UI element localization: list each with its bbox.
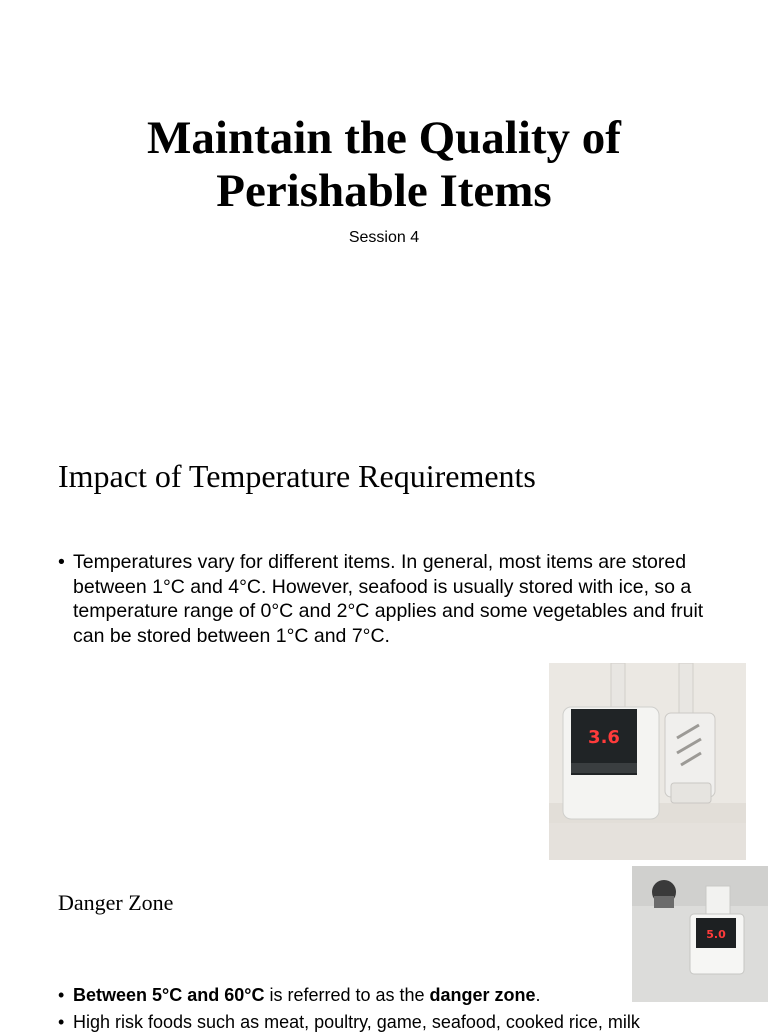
thermostat-display-value: 3.6 (588, 727, 620, 748)
temperature-bullet-text: Temperatures vary for different items. In general, most items are stored between 1°C and 4°C. However, seafood is usually stored with ice, so a temperature range of 0°C and 2°C applies and some vegetables and fruit can be stored between 1°C and 7°C. (73, 551, 704, 647)
bullet-icon: • (58, 1012, 65, 1032)
door-display-value: 5.0 (706, 928, 726, 941)
list-item (58, 1009, 718, 1036)
title-line-1: Maintain the Quality of (147, 112, 621, 164)
danger-bullet-1 (73, 982, 541, 1009)
cold-room-controller-photo (632, 866, 768, 1002)
danger-bullet-list (58, 982, 718, 1036)
danger-connector-text: is referred to as the (264, 985, 430, 1005)
title-line-2: Perishable Items (216, 165, 552, 217)
page-title (0, 112, 768, 218)
list-item (58, 982, 718, 1009)
danger-range-text: Between 5°C and 60°C (73, 985, 265, 1005)
danger-bullet-2: High risk foods such as meat, poultry, game, seafood, cooked rice, milk (73, 1012, 640, 1032)
temperature-heading: Impact of Temperature Requirements (58, 458, 536, 494)
danger-period: . (535, 985, 541, 1005)
bullet-icon: • (58, 551, 65, 573)
session-subtitle: Session 4 (348, 229, 420, 246)
danger-zone-term: danger zone (429, 985, 536, 1005)
list-item (58, 550, 718, 648)
danger-zone-heading: Danger Zone (58, 890, 174, 915)
thermostat-photo (549, 663, 746, 860)
temperature-bullet-list (58, 550, 718, 648)
bullet-icon: • (58, 985, 65, 1005)
